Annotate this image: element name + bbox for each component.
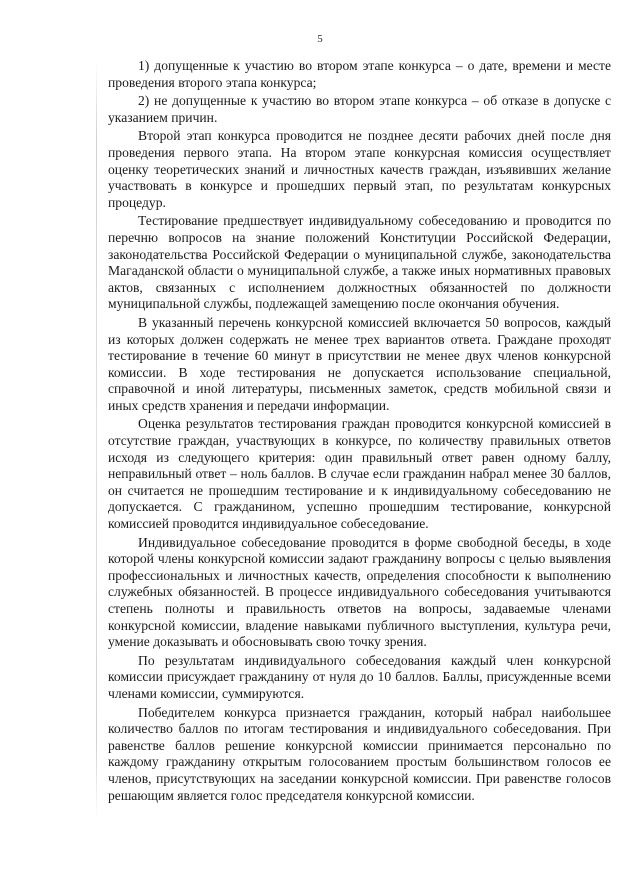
paragraph-3: Второй этап конкурса проводится не позднее десяти рабочих дней после дня проведения первого этапа. На втором этапе конкурсная комиссия осуществляет оценку теоретических знаний и личностных качеств граждан, изъявивших желание участвовать в конкурсе и прошедших первый этап, по результатам конкурсных процедур.	[108, 128, 611, 210]
scan-margin-line	[96, 60, 97, 820]
paragraph-8: По результатам индивидуального собеседования каждый член конкурсной комиссии присуждает гражданину от нуля до 10 баллов. Баллы, присужденные всеми членами комиссии, суммируются.	[108, 652, 611, 701]
paragraph-1: 1) допущенные к участию во втором этапе конкурса – о дате, времени и месте проведения второго этапа конкурса;	[108, 58, 611, 90]
page-number: 5	[317, 33, 323, 45]
paragraph-2: 2) не допущенные к участию во втором этапе конкурса – об отказе в допуске с указанием причин.	[108, 93, 611, 125]
paragraph-7: Индивидуальное собеседование проводится в форме свободной беседы, в ходе которой члены конкурсной комиссии задают гражданину вопросы с целью выявления профессиональных и личностных качеств, определения способности к выполнению служебных обязанностей. В процессе индивидуального собеседования учитываются степень полноты и правильность ответов на вопросы, задаваемые членами конкурсной комиссии, владение навыками публичного выступления, культура речи, умение доказывать и обосновывать свою точку зрения.	[108, 534, 611, 650]
paragraph-4: Тестирование предшествует индивидуальному собеседованию и проводится по перечню вопросов на знание положений Конституции Российской Федерации, законодательства Российской Федерации о муниципальной службе, законодательства Магаданской области о муниципальной службе, а также иных нормативных правовых актов, связанных с исполнением должностных обязанностей по должности муниципальной службы, подлежащей замещению после окончания обучения.	[108, 213, 611, 312]
document-body	[108, 58, 611, 806]
paragraph-9: Победителем конкурса признается гражданин, который набрал наибольшее количество баллов по итогам тестирования и индивидуального собеседования. При равенстве баллов решение конкурсной комиссии принимается персонально по каждому гражданину открытым голосованием простым большинством голосов ее членов, присутствующих на заседании конкурсной комиссии. При равенстве голосов решающим является голос председателя конкурсной комиссии.	[108, 704, 611, 803]
paragraph-5: В указанный перечень конкурсной комиссией включается 50 вопросов, каждый из которых должен содержать не менее трех вариантов ответа. Граждане проходят тестирование в течение 60 минут в присутствии не менее двух членов конкурсной комиссии. В ходе тестирования не допускается использование специальной, справочной и иной литературы, письменных заметок, средств мобильной связи и иных средств хранения и передачи информации.	[108, 314, 611, 413]
paragraph-6: Оценка результатов тестирования граждан проводится конкурсной комиссией в отсутствие граждан, участвующих в конкурсе, по количеству правильных ответов исходя из следующего критерия: один правильный ответ равен одному баллу, неправильный ответ – ноль баллов. В случае если гражданин набрал менее 30 баллов, он считается не прошедшим тестирование и к индивидуальному собеседованию не допускается. С гражданином, успешно прошедшим тестирование, конкурсной комиссией проводится индивидуальное собеседование.	[108, 416, 611, 532]
